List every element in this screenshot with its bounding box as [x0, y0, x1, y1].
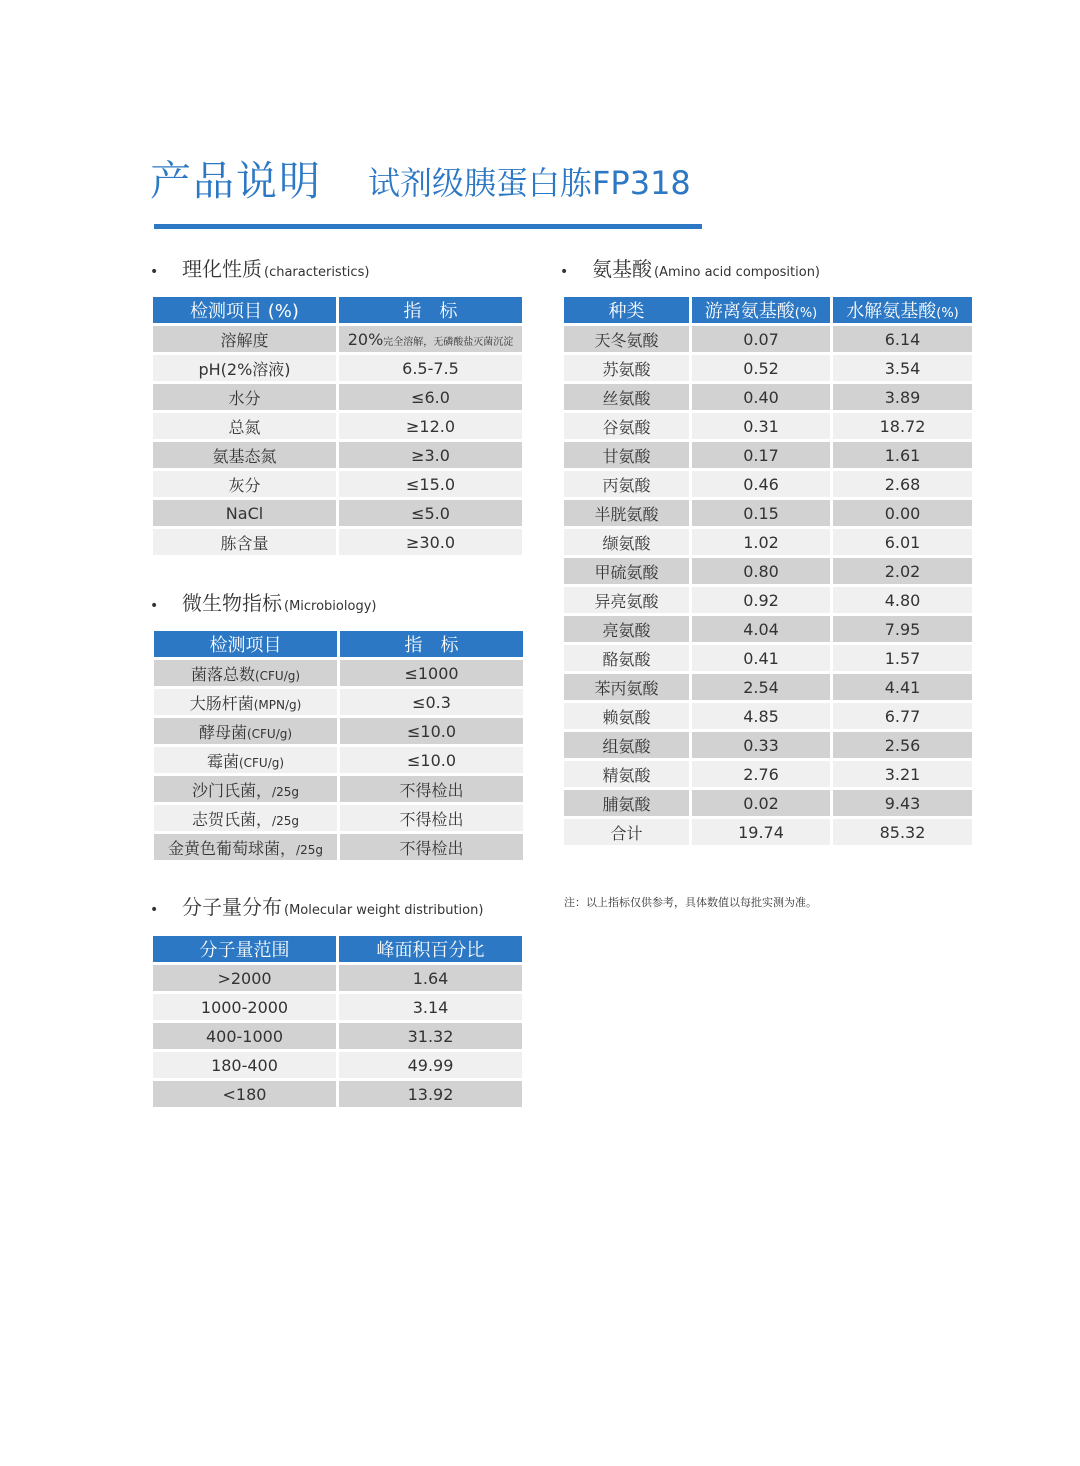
- name-cell: 谷氨酸: [564, 413, 689, 439]
- section-title-en: (Amino acid composition): [654, 265, 821, 280]
- table-row: [153, 471, 522, 497]
- bullet-icon: •: [560, 264, 569, 280]
- value-cell: ≥30.0: [339, 529, 522, 555]
- hydro-cell: 2.68: [833, 471, 972, 497]
- value-cell: 31.32: [339, 1023, 522, 1049]
- range-cell: 180-400: [153, 1052, 336, 1078]
- product-name: 试剂级胰蛋白胨FP318: [368, 164, 691, 202]
- column-header-spec: 指 标: [339, 297, 522, 323]
- item-cell: 溶解度: [153, 326, 336, 352]
- table-row: [154, 689, 523, 715]
- name-cell: 天冬氨酸: [564, 326, 689, 352]
- free-cell: 0.02: [692, 790, 830, 816]
- table-row: [153, 529, 522, 555]
- item-cell: 酵母菌(CFU/g): [154, 718, 337, 744]
- free-cell: 0.80: [692, 558, 830, 584]
- hydro-cell: 9.43: [833, 790, 972, 816]
- name-cell: 甲硫氨酸: [564, 558, 689, 584]
- free-cell: 4.85: [692, 703, 830, 729]
- hydro-cell: 2.56: [833, 732, 972, 758]
- value-cell: 6.5-7.5: [339, 355, 522, 381]
- item-cell: 霉菌(CFU/g): [154, 747, 337, 773]
- section-title-en: (Microbiology): [284, 599, 377, 614]
- free-cell: 19.74: [692, 819, 830, 845]
- hydro-cell: 6.14: [833, 326, 972, 352]
- bullet-icon: •: [150, 598, 159, 614]
- hydro-cell: 3.54: [833, 355, 972, 381]
- value-cell: ≤10.0: [340, 718, 523, 744]
- hydro-cell: 6.01: [833, 529, 972, 555]
- value-cell: 1.64: [339, 965, 522, 991]
- table-row: [153, 994, 522, 1020]
- item-cell: 大肠杆菌(MPN/g): [154, 689, 337, 715]
- name-cell: 酪氨酸: [564, 645, 689, 671]
- value-cell: 3.14: [339, 994, 522, 1020]
- page-title: 产品说明: [150, 157, 322, 205]
- hydro-cell: 4.80: [833, 587, 972, 613]
- column-header-item: 检测项目 (%): [153, 297, 336, 323]
- free-cell: 0.40: [692, 384, 830, 410]
- name-cell: 异亮氨酸: [564, 587, 689, 613]
- name-cell: 组氨酸: [564, 732, 689, 758]
- item-cell: 金黄色葡萄球菌，/25g: [154, 834, 337, 860]
- table-row: [153, 500, 522, 526]
- free-cell: 0.41: [692, 645, 830, 671]
- free-cell: 2.76: [692, 761, 830, 787]
- item-cell: 志贺氏菌，/25g: [154, 805, 337, 831]
- table-row: [564, 761, 972, 787]
- table-row: [154, 805, 523, 831]
- free-cell: 0.07: [692, 326, 830, 352]
- free-cell: 2.54: [692, 674, 830, 700]
- table-row: [564, 326, 972, 352]
- value-cell: ≥3.0: [339, 442, 522, 468]
- table-row: [564, 732, 972, 758]
- table-row: [153, 1081, 522, 1107]
- table-header-row: [153, 297, 522, 323]
- table-row: [153, 413, 522, 439]
- table-row: [564, 674, 972, 700]
- value-cell: 20%完全溶解，无磷酸盐灭菌沉淀: [339, 326, 522, 352]
- hydro-cell: 3.21: [833, 761, 972, 787]
- name-cell: 亮氨酸: [564, 616, 689, 642]
- section-title: 氨基酸: [592, 257, 652, 281]
- item-cell: 总氮: [153, 413, 336, 439]
- table-row: [564, 558, 972, 584]
- value-cell: ≤15.0: [339, 471, 522, 497]
- amino-acid-table: [561, 294, 975, 848]
- value-cell: ≥12.0: [339, 413, 522, 439]
- hydro-cell: 1.61: [833, 442, 972, 468]
- table-row: [154, 834, 523, 860]
- item-cell: 氨基态氮: [153, 442, 336, 468]
- table-row-total: [564, 819, 972, 845]
- hydro-cell: 2.02: [833, 558, 972, 584]
- section-title: 分子量分布: [182, 895, 282, 919]
- table-row: [153, 326, 522, 352]
- table-row: [564, 500, 972, 526]
- section-title: 微生物指标: [182, 591, 282, 615]
- name-cell: 赖氨酸: [564, 703, 689, 729]
- table-row: [564, 413, 972, 439]
- title-underline: [154, 224, 702, 229]
- free-cell: 0.17: [692, 442, 830, 468]
- page-header: [150, 148, 702, 232]
- table-row: [564, 645, 972, 671]
- name-cell: 苏氨酸: [564, 355, 689, 381]
- range-cell: 400-1000: [153, 1023, 336, 1049]
- microbiology-table: [151, 628, 526, 863]
- name-cell: 合计: [564, 819, 689, 845]
- column-header-range: 分子量范围: [153, 936, 336, 962]
- value-cell: 49.99: [339, 1052, 522, 1078]
- table-row: [154, 660, 523, 686]
- table-row: [154, 718, 523, 744]
- section-heading-microbiology: [150, 587, 376, 617]
- item-cell: 沙门氏菌，/25g: [154, 776, 337, 802]
- table-row: [564, 703, 972, 729]
- range-cell: >2000: [153, 965, 336, 991]
- free-cell: 0.46: [692, 471, 830, 497]
- table-row: [564, 355, 972, 381]
- table-row: [564, 529, 972, 555]
- table-row: [153, 1023, 522, 1049]
- table-row: [564, 587, 972, 613]
- section-title-en: (Molecular weight distribution): [284, 903, 484, 918]
- free-cell: 0.15: [692, 500, 830, 526]
- section-heading-amino: [560, 253, 820, 283]
- item-cell: 胨含量: [153, 529, 336, 555]
- table-row: [153, 965, 522, 991]
- hydro-cell: 3.89: [833, 384, 972, 410]
- range-cell: <180: [153, 1081, 336, 1107]
- item-cell: 菌落总数(CFU/g): [154, 660, 337, 686]
- table-header-row: [564, 297, 972, 323]
- table-row: [564, 471, 972, 497]
- table-header-row: [154, 631, 523, 657]
- range-cell: 1000-2000: [153, 994, 336, 1020]
- column-header-spec: 指 标: [340, 631, 523, 657]
- name-cell: 缬氨酸: [564, 529, 689, 555]
- item-cell: NaCl: [153, 500, 336, 526]
- column-header-free: 游离氨基酸(%): [692, 297, 830, 323]
- table-row: [153, 442, 522, 468]
- bullet-icon: •: [150, 264, 159, 280]
- value-cell: ≤1000: [340, 660, 523, 686]
- table-row: [154, 776, 523, 802]
- footnote: 注：以上指标仅供参考，具体数值以每批实测为准。: [564, 896, 817, 909]
- section-heading-molecular: [150, 891, 483, 921]
- free-cell: 4.04: [692, 616, 830, 642]
- column-header-item: 检测项目: [154, 631, 337, 657]
- name-cell: 半胱氨酸: [564, 500, 689, 526]
- value-cell: 不得检出: [340, 776, 523, 802]
- molecular-weight-table: [150, 933, 525, 1110]
- table-row: [154, 747, 523, 773]
- hydro-cell: 1.57: [833, 645, 972, 671]
- free-cell: 0.31: [692, 413, 830, 439]
- table-row: [564, 442, 972, 468]
- table-row: [564, 384, 972, 410]
- free-cell: 0.33: [692, 732, 830, 758]
- item-cell: 灰分: [153, 471, 336, 497]
- name-cell: 丝氨酸: [564, 384, 689, 410]
- bullet-icon: •: [150, 902, 159, 918]
- name-cell: 苯丙氨酸: [564, 674, 689, 700]
- value-cell: 不得检出: [340, 834, 523, 860]
- free-cell: 0.92: [692, 587, 830, 613]
- table-row: [153, 384, 522, 410]
- item-cell: pH(2%溶液): [153, 355, 336, 381]
- column-header-hydrolyzed: 水解氨基酸(%): [833, 297, 972, 323]
- value-cell: 不得检出: [340, 805, 523, 831]
- table-header-row: [153, 936, 522, 962]
- hydro-cell: 7.95: [833, 616, 972, 642]
- free-cell: 1.02: [692, 529, 830, 555]
- table-row: [564, 616, 972, 642]
- table-row: [153, 1052, 522, 1078]
- hydro-cell: 4.41: [833, 674, 972, 700]
- item-cell: 水分: [153, 384, 336, 410]
- hydro-cell: 6.77: [833, 703, 972, 729]
- section-heading-characteristics: [150, 253, 369, 283]
- value-cell: 13.92: [339, 1081, 522, 1107]
- column-header-type: 种类: [564, 297, 689, 323]
- name-cell: 脯氨酸: [564, 790, 689, 816]
- free-cell: 0.52: [692, 355, 830, 381]
- section-title-en: (characteristics): [264, 265, 370, 280]
- value-cell: ≤5.0: [339, 500, 522, 526]
- hydro-cell: 18.72: [833, 413, 972, 439]
- name-cell: 甘氨酸: [564, 442, 689, 468]
- column-header-area: 峰面积百分比: [339, 936, 522, 962]
- hydro-cell: 85.32: [833, 819, 972, 845]
- value-cell: ≤6.0: [339, 384, 522, 410]
- section-title: 理化性质: [182, 257, 262, 281]
- table-row: [564, 790, 972, 816]
- name-cell: 精氨酸: [564, 761, 689, 787]
- characteristics-table: [150, 294, 525, 558]
- hydro-cell: 0.00: [833, 500, 972, 526]
- table-row: [153, 355, 522, 381]
- name-cell: 丙氨酸: [564, 471, 689, 497]
- value-cell: ≤10.0: [340, 747, 523, 773]
- value-cell: ≤0.3: [340, 689, 523, 715]
